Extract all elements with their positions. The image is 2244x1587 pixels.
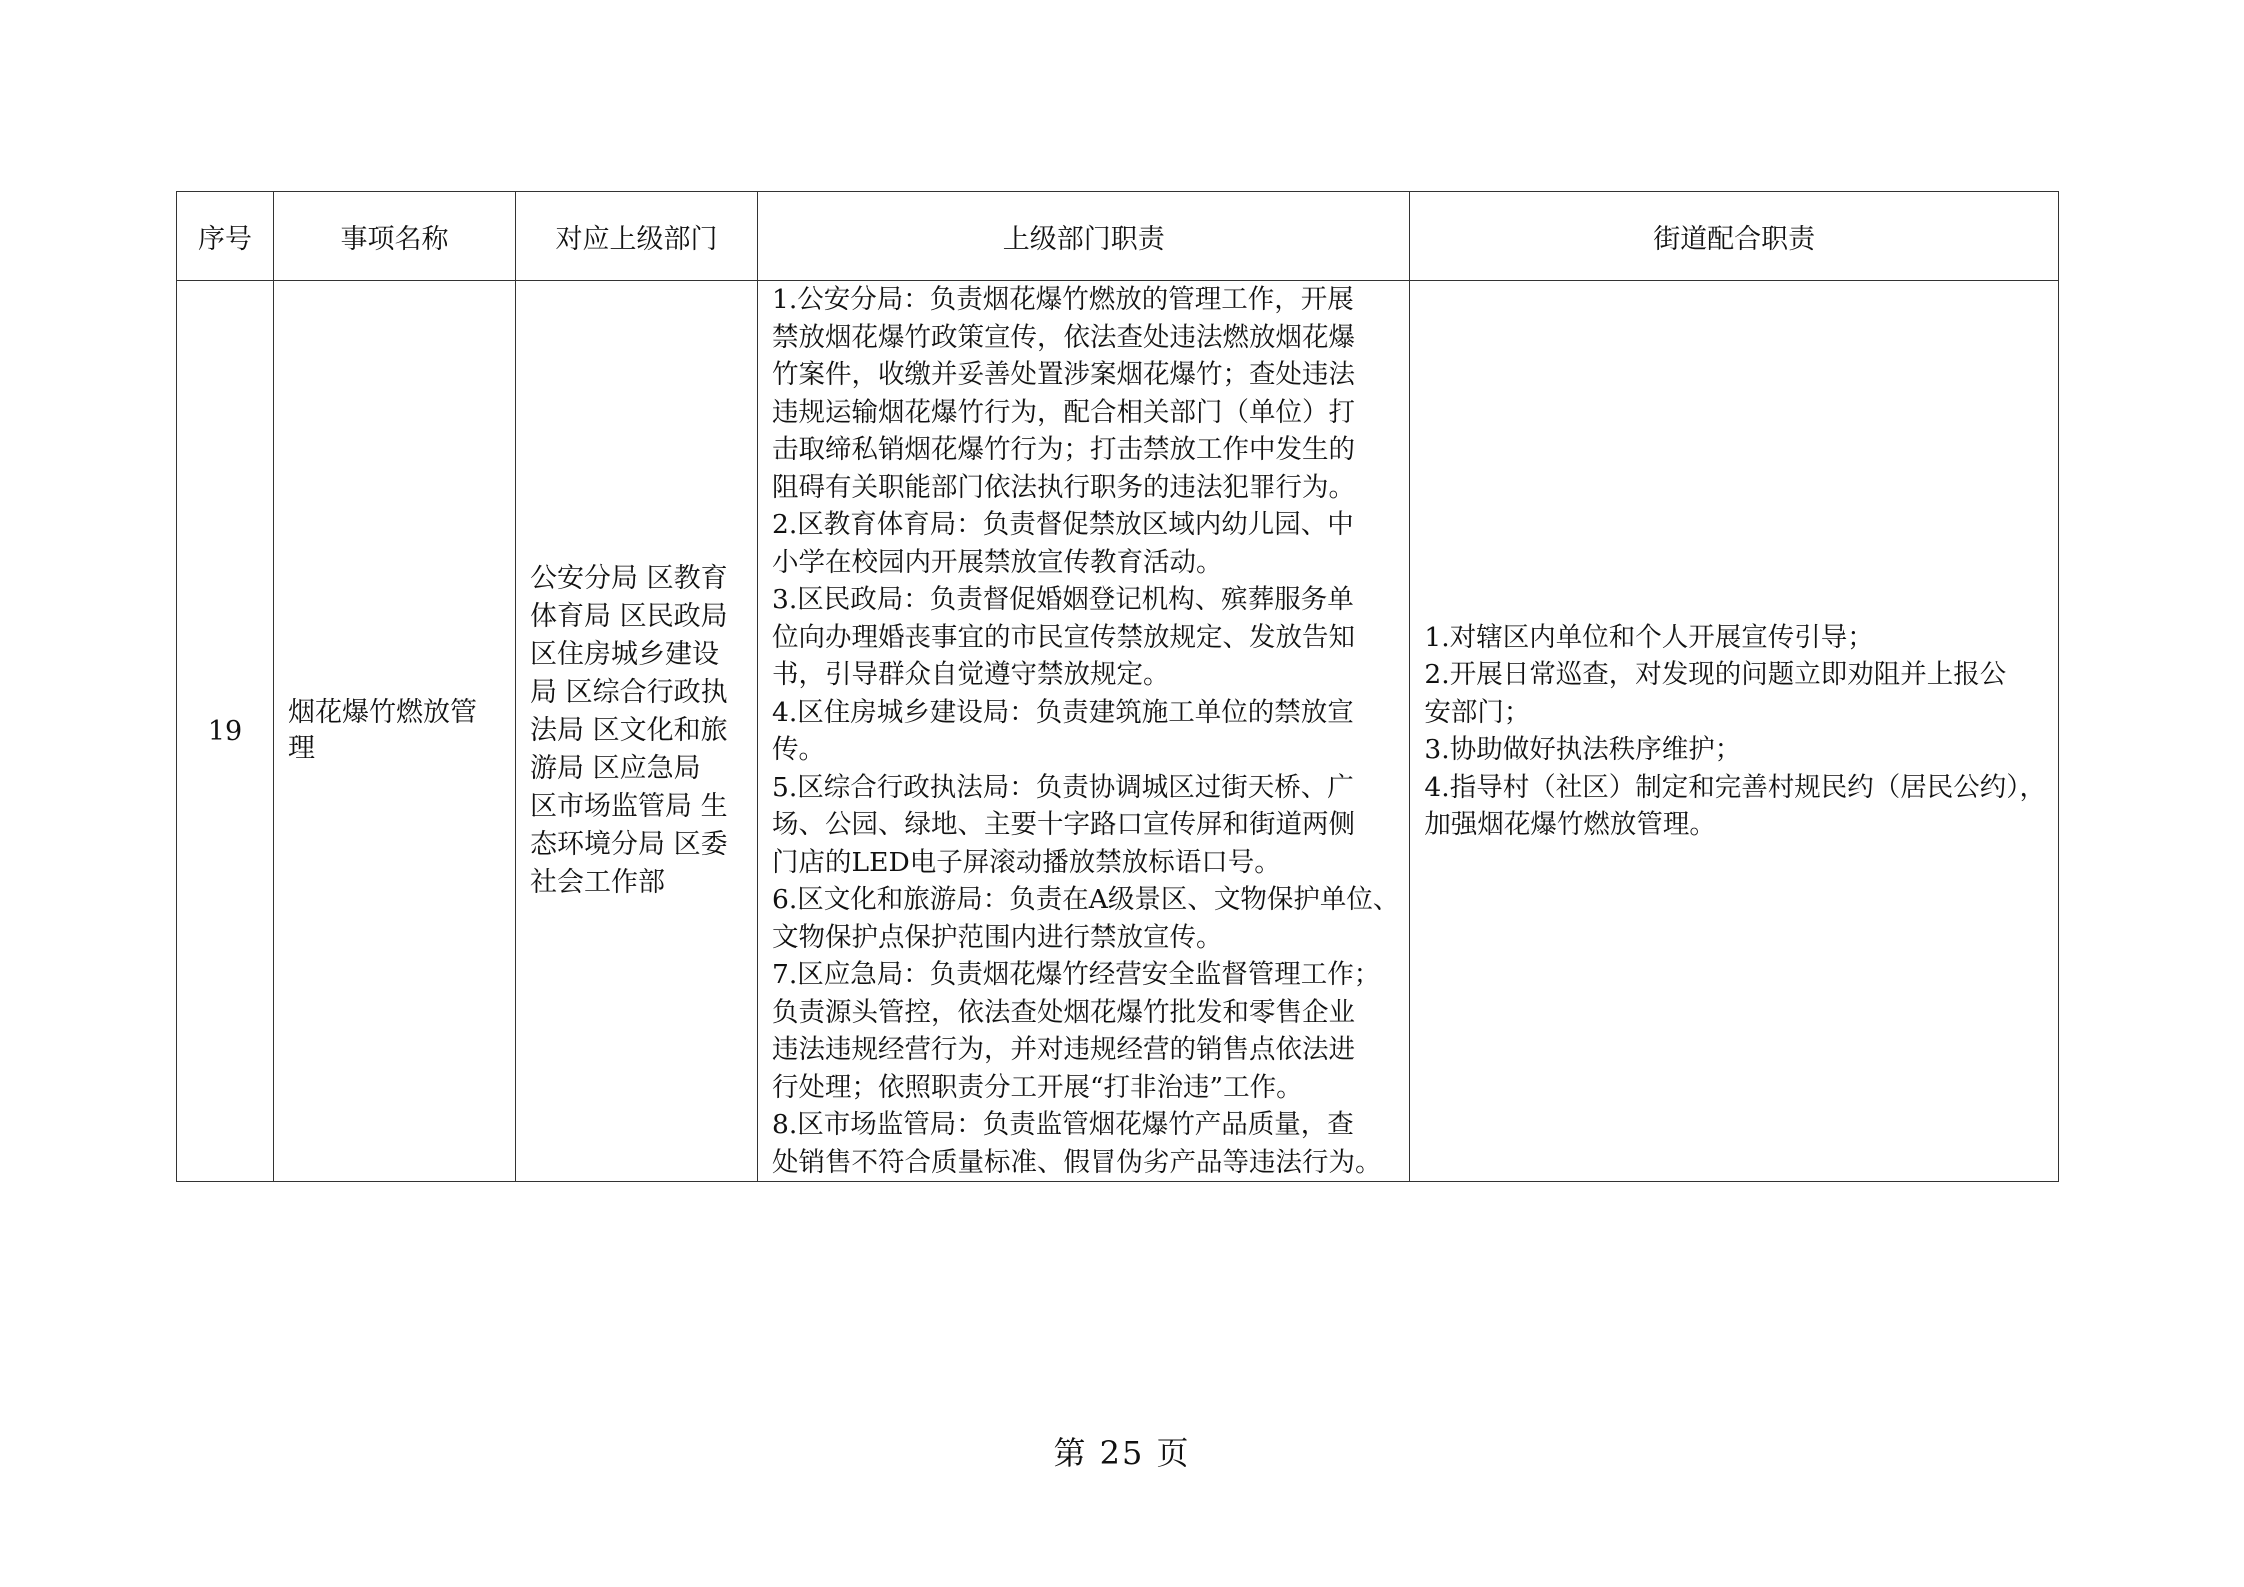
street-duty-line: 安部门； xyxy=(1424,696,1531,728)
upper-duty-line: 负责源头管控，依法查处烟花爆竹批发和零售企业 xyxy=(772,996,1355,1028)
cell-departments xyxy=(516,281,758,1182)
department-line: 区市场监管局 生 xyxy=(530,791,728,822)
department-line: 法局 区文化和旅 xyxy=(530,715,728,746)
department-line: 态环境分局 区委 xyxy=(530,829,728,860)
table-header-row xyxy=(177,192,2059,281)
upper-duty-line: 行处理；依照职责分工开展“打非治违”工作。 xyxy=(772,1071,1303,1103)
cell-item-name xyxy=(274,281,516,1182)
header-item-name: 事项名称 xyxy=(274,192,516,281)
cell-street-duties xyxy=(1410,281,2059,1182)
header-street-duties: 街道配合职责 xyxy=(1410,192,2059,281)
cell-seq: 19 xyxy=(177,281,274,1182)
street-duty-line: 加强烟花爆竹燃放管理。 xyxy=(1424,809,1716,840)
upper-duty-line: 1.公安分局：负责烟花爆竹燃放的管理工作，开展 xyxy=(772,284,1354,315)
cell-upper-duties xyxy=(758,281,1410,1182)
upper-duty-line: 禁放烟花爆竹政策宣传，依法查处违法燃放烟花爆 xyxy=(772,321,1355,353)
street-duty-line: 4.指导村（社区）制定和完善村规民约（居民公约）， xyxy=(1424,771,2046,803)
upper-duty-line: 阻碍有关职能部门依法执行职务的违法犯罪行为。 xyxy=(772,471,1355,503)
street-duty-line: 2.开展日常巡查，对发现的问题立即劝阻并上报公 xyxy=(1424,659,2007,690)
page-number: 第 25 页 xyxy=(1053,1434,1191,1472)
upper-duty-line: 处销售不符合质量标准、假冒伪劣产品等违法行为。 xyxy=(772,1146,1382,1178)
department-line: 体育局 区民政局 xyxy=(530,601,728,632)
upper-duty-line: 位向办理婚丧事宜的市民宣传禁放规定、发放告知 xyxy=(772,621,1355,653)
table-row xyxy=(177,281,2059,1182)
upper-duty-line: 6.区文化和旅游局：负责在A级景区、文物保护单位、 xyxy=(772,884,1400,915)
upper-duty-line: 传。 xyxy=(772,734,825,765)
department-line: 区住房城乡建设 xyxy=(530,639,719,670)
upper-duty-line: 7.区应急局：负责烟花爆竹经营安全监督管理工作； xyxy=(772,959,1381,990)
item-name-line: 烟花爆竹燃放管 xyxy=(288,697,477,728)
upper-duty-line: 违规运输烟花爆竹行为，配合相关部门（单位）打 xyxy=(772,396,1355,428)
upper-duty-line: 违法违规经营行为，并对违规经营的销售点依法进 xyxy=(772,1034,1355,1065)
department-line: 局 区综合行政执 xyxy=(530,677,728,708)
header-department: 对应上级部门 xyxy=(516,192,758,281)
upper-duty-line: 小学在校园内开展禁放宣传教育活动。 xyxy=(772,546,1223,578)
upper-duty-line: 书，引导群众自觉遵守禁放规定。 xyxy=(772,659,1170,690)
upper-duty-line: 5.区综合行政执法局：负责协调城区过街天桥、广 xyxy=(772,771,1354,803)
street-duty-line: 1.对辖区内单位和个人开展宣传引导； xyxy=(1424,621,1874,653)
upper-duty-line: 3.区民政局：负责督促婚姻登记机构、殡葬服务单 xyxy=(772,584,1354,615)
upper-duty-line: 4.区住房城乡建设局：负责建筑施工单位的禁放宣 xyxy=(772,696,1354,728)
upper-duty-line: 8.区市场监管局：负责监管烟花爆竹产品质量，查 xyxy=(772,1109,1354,1140)
upper-duty-line: 2.区教育体育局：负责督促禁放区域内幼儿园、中 xyxy=(772,509,1354,540)
item-name-line: 理 xyxy=(288,733,315,764)
header-seq: 序号 xyxy=(177,192,274,281)
upper-duty-line: 竹案件，收缴并妥善处置涉案烟花爆竹；查处违法 xyxy=(772,359,1355,390)
department-line: 公安分局 区教育 xyxy=(530,563,728,594)
department-line: 游局 区应急局 xyxy=(530,753,701,784)
upper-duty-line: 击取缔私销烟花爆竹行为；打击禁放工作中发生的 xyxy=(772,434,1355,465)
upper-duty-line: 文物保护点保护范围内进行禁放宣传。 xyxy=(772,921,1223,953)
upper-duty-line: 场、公园、绿地、主要十字路口宣传屏和街道两侧 xyxy=(772,809,1355,840)
department-line: 社会工作部 xyxy=(530,867,665,898)
header-upper-duties: 上级部门职责 xyxy=(758,192,1410,281)
upper-duty-line: 门店的LED电子屏滚动播放禁放标语口号。 xyxy=(772,846,1281,878)
duty-table xyxy=(176,191,2059,1182)
street-duty-line: 3.协助做好执法秩序维护； xyxy=(1424,734,1742,765)
